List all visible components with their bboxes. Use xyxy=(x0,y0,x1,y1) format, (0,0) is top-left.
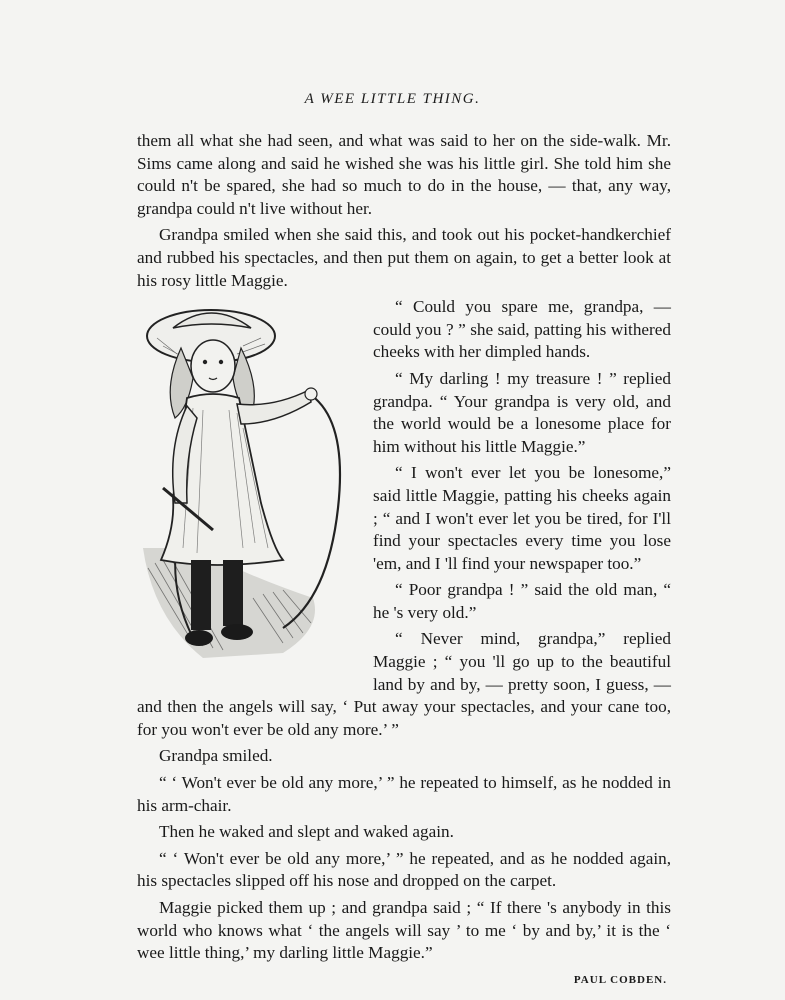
paragraph-6: “ Poor grandpa ! ” said the old man, “ he 's very old.” xyxy=(373,580,671,622)
story-text xyxy=(137,130,671,991)
paragraph-1: them all what she had seen, and what was said to her on the side-walk. Mr. Sims came along and said he wished she was his little girl. She told him she could n't be spared, she had so much to do in the house, — that, any way, grandpa could n't live without her. xyxy=(137,131,671,218)
paragraph-12: Maggie picked them up ; and grandpa said ; “ If there 's anybody in this world who knows what ‘ the angels will say ’ to me ‘ by and by,’ it is the ‘ wee little thing,’ my darling little Maggie.” xyxy=(137,898,671,963)
girl-with-jump-rope-illustration xyxy=(133,298,363,686)
running-title: A WEE LITTLE THING. xyxy=(304,91,481,107)
paragraph-10: Then he waked and slept and waked again. xyxy=(159,822,454,842)
paragraph-8: Grandpa smiled. xyxy=(159,746,273,766)
paragraph-5: “ I won't ever let you be lonesome,” said little Maggie, patting his cheeks again ; “ and I won't ever let you be tired, for I'll find your spectacles every time you lose 'em, and I 'll find your newspaper too.” xyxy=(373,463,671,573)
girl-engraving-icon xyxy=(133,298,363,686)
paragraph-4: “ My darling ! my treasure ! ” replied grandpa. “ Your grandpa is very old, and the world would be a lonesome place for him without his little Maggie.” xyxy=(373,368,671,456)
paragraph-3: “ Could you spare me, grandpa, — could you ? ” she said, patting his withered cheeks with her dimpled hands. xyxy=(373,297,671,362)
paragraph-9: “ ‘ Won't ever be old any more,’ ” he repeated to himself, as he nodded in his arm-chair. xyxy=(137,773,671,815)
paragraph-7: “ Never mind, grandpa,” replied Maggie ; “ you 'll go up to the beautiful land by and by, — pretty soon, I guess, — and then the angels will say, ‘ Put away your spectacles, and your cane too, for you won't ever be old any more.’ ” xyxy=(137,629,671,739)
author-signature: PAUL COBDEN. xyxy=(573,973,667,986)
paragraph-2: Grandpa smiled when she said this, and took out his pocket-handkerchief and rubbed his spectacles, and then put them on again, to get a better look at his rosy little Maggie. xyxy=(137,225,671,290)
paragraph-11: “ ‘ Won't ever be old any more,’ ” he repeated, and as he nodded again, his spectacles slipped off his nose and dropped on the carpet. xyxy=(137,848,671,891)
